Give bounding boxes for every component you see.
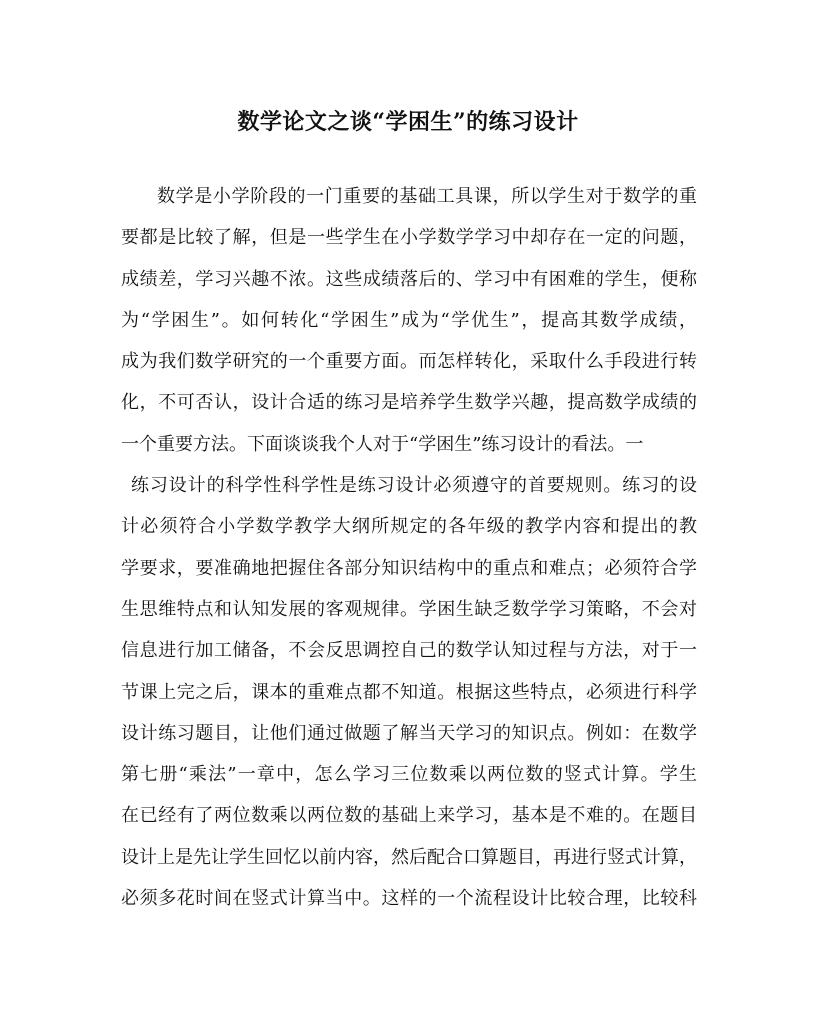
paragraph-line: 学要求，要准确地把握住各部分知识结构中的重点和难点；必须符合学 xyxy=(121,557,697,579)
paragraph-line: 要都是比较了解，但是一些学生在小学数学学习中却存在一定的问题， xyxy=(121,227,697,249)
document-body xyxy=(121,176,697,919)
paragraph-line: 设计练习题目，让他们通过做题了解当天学习的知识点。例如：在数学 xyxy=(121,722,697,744)
paragraph-line: 化，不可否认，设计合适的练习是培养学生数学兴趣，提高数学成绩的 xyxy=(121,392,697,414)
paragraph-line: 必须多花时间在竖式计算当中。这样的一个流程设计比较合理，比较科 xyxy=(121,888,697,910)
paragraph-line: 数学是小学阶段的一门重要的基础工具课，所以学生对于数学的重 xyxy=(157,186,697,207)
paragraph-line: 为“学困生”。如何转化“学困生”成为“学优生”，提高其数学成绩， xyxy=(121,309,697,331)
paragraph-line: 成为我们数学研究的一个重要方面。而怎样转化，采取什么手段进行转 xyxy=(121,351,697,373)
paragraph-line: 信息进行加工储备，不会反思调控自己的数学认知过程与方法，对于一 xyxy=(121,640,697,662)
paragraph-line: 节课上完之后，课本的重难点都不知道。根据这些特点，必须进行科学 xyxy=(121,681,697,703)
paragraph-line: 生思维特点和认知发展的客观规律。学困生缺乏数学学习策略，不会对 xyxy=(121,598,697,620)
paragraph-line: 设计上是先让学生回忆以前内容，然后配合口算题目，再进行竖式计算， xyxy=(121,846,697,868)
paragraph-line: 第七册“乘法”一章中，怎么学习三位数乘以两位数的竖式计算。学生 xyxy=(121,764,697,786)
paragraph-line: 计必须符合小学数学教学大纲所规定的各年级的教学内容和提出的教 xyxy=(121,516,697,538)
paragraph-line: 成绩差，学习兴趣不浓。这些成绩落后的、学习中有困难的学生，便称 xyxy=(121,268,697,290)
paragraph-line: 在已经有了两位数乘以两位数的基础上来学习，基本是不难的。在题目 xyxy=(121,805,697,827)
paragraph-line: 练习设计的科学性科学性是练习设计必须遵守的首要规则。练习的设 xyxy=(131,475,697,497)
document-title: 数学论文之谈“学困生”的练习设计 xyxy=(237,109,579,135)
paragraph-line: 一个重要方法。下面谈谈我个人对于“学困生”练习设计的看法。一 xyxy=(121,433,644,455)
